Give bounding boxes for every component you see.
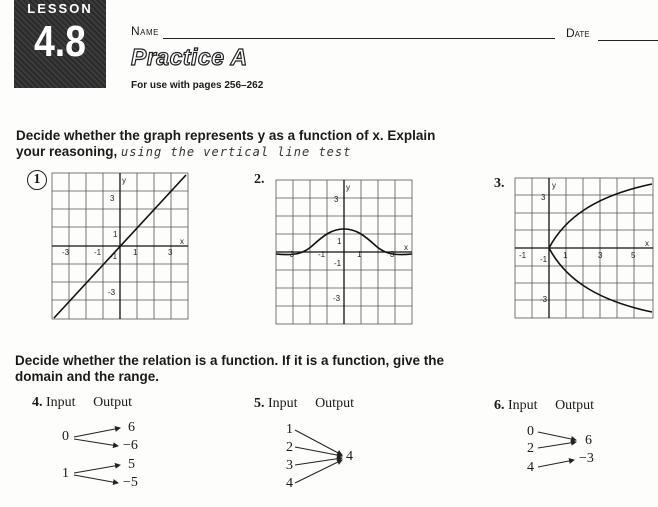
graph-2-tick-x1: 1	[357, 250, 362, 259]
graph-3-tick-y3: 3	[541, 193, 546, 202]
q6-input-2: 4	[527, 460, 534, 475]
question-1-number: 1	[27, 170, 47, 190]
question-5-number: 5.	[254, 396, 265, 411]
section2-instruction-line1: Decide whether the relation is a function. If it is a function, give the	[15, 353, 445, 368]
graph-1-tick-x1: 1	[133, 248, 138, 257]
q4-output-2: 5	[128, 457, 135, 472]
graph-3-tick-x1: 1	[563, 251, 568, 260]
graph-1-x-label: x	[180, 237, 184, 246]
question-4-input-label: Input	[46, 395, 76, 410]
lesson-number: 4.8	[33, 17, 86, 66]
graph-1-tick-y3: 3	[110, 194, 115, 203]
worksheet-subtitle: For use with pages 256–262	[131, 80, 264, 91]
q5-input-3: 4	[286, 476, 293, 491]
graph-1-tick-xneg1: -1	[94, 248, 102, 257]
question-5-output-label: Output	[315, 396, 354, 411]
question-6-output-label: Output	[555, 398, 594, 413]
q4-output-3: −5	[123, 475, 138, 490]
graph-3-x-label: x	[645, 239, 649, 248]
graph-3-tick-yneg3: -3	[540, 295, 548, 304]
graph-3-y-label: y	[552, 181, 556, 190]
q4-input-0: 0	[62, 429, 69, 444]
q4-output-1: −6	[123, 438, 138, 453]
question-3-number: 3.	[494, 176, 505, 191]
question-5-input-label: Input	[268, 396, 298, 411]
graph-2-tick-y3: 3	[334, 195, 339, 204]
section2-instruction-line2: domain and the range.	[15, 369, 160, 384]
q4-output-0: 6	[128, 420, 135, 435]
graph-1-tick-y1: 1	[113, 230, 118, 239]
q6-output-0: 6	[585, 433, 592, 448]
section1-instruction-line2: your reasoning,	[16, 144, 118, 159]
q4-input-1: 1	[62, 466, 69, 481]
question-6-input-label: Input	[508, 398, 538, 413]
graph-3-tick-yneg1: -1	[540, 255, 548, 264]
graph-1-tick-yneg1: -1	[110, 252, 118, 261]
graph-2-x-label: x	[404, 243, 408, 252]
graph-3-tick-x3: 3	[598, 251, 603, 260]
name-label: Name	[131, 24, 160, 38]
question-4-output-label: Output	[93, 395, 132, 410]
graph-3-tick-xneg1: -1	[519, 251, 527, 260]
q5-output-0: 4	[346, 449, 353, 464]
graph-2-tick-yneg3: -3	[333, 294, 341, 303]
graph-1-tick-xneg3: -3	[62, 248, 70, 257]
graph-2-tick-y1: 1	[337, 237, 342, 246]
graph-1-y-label: y	[122, 176, 126, 185]
graph-1-tick-x3: 3	[168, 248, 173, 257]
graph-2-tick-x3: 3	[390, 250, 395, 259]
question-2-number: 2.	[254, 172, 265, 187]
question-6-number: 6.	[494, 398, 505, 413]
q6-input-0: 0	[527, 424, 534, 439]
section1-instruction-line1: Decide whether the graph represents y as a function of x. Explain	[16, 128, 436, 143]
graph-2-tick-yneg1: -1	[334, 259, 342, 268]
q6-input-1: 2	[527, 441, 534, 456]
q5-input-2: 3	[286, 458, 293, 473]
date-label: Date	[566, 26, 590, 40]
lesson-label: LESSON	[27, 1, 93, 16]
question-4-number: 4.	[32, 395, 43, 410]
graph-2-tick-xneg3: -3	[287, 250, 295, 259]
worksheet-title: Practice A	[131, 44, 248, 70]
graph-2-y-label: y	[346, 183, 350, 192]
q6-output-1: −3	[579, 451, 594, 466]
q5-input-0: 1	[286, 422, 293, 437]
graph-2-tick-xneg1: -1	[318, 250, 326, 259]
q5-input-1: 2	[286, 440, 293, 455]
graph-3-tick-x5: 5	[631, 251, 636, 260]
graph-1-tick-yneg3: -3	[108, 288, 116, 297]
handwritten-answer: using the vertical line test	[121, 145, 352, 159]
